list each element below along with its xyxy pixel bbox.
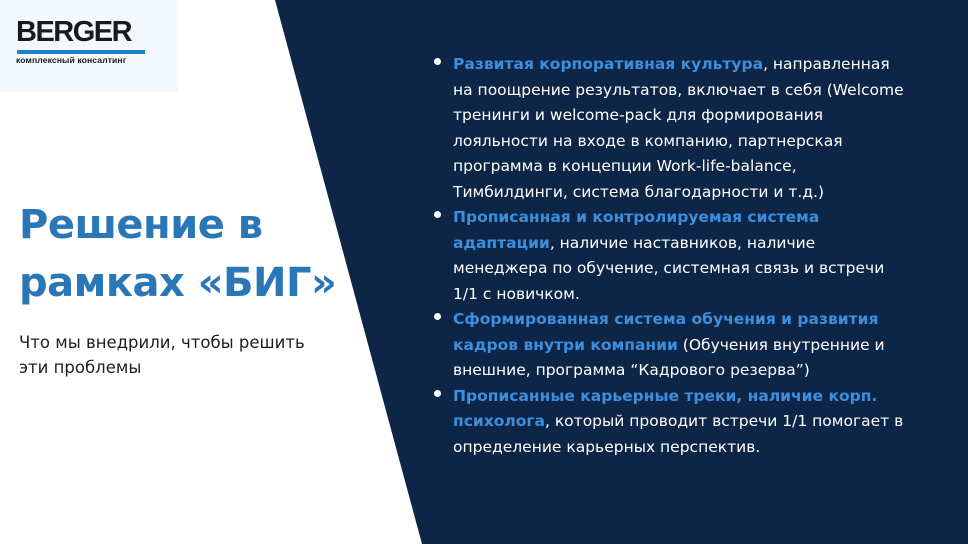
bullet-item [434,384,914,461]
bullet-dot-icon [434,313,441,320]
slide-title: Решение в рамках «БИГ» [19,202,337,306]
bullet-highlight: Сформированная система обучения и развития кадров внутри компании [453,310,879,354]
logo [0,0,178,92]
bullet-item [434,205,914,307]
logo-underline [17,50,145,54]
bullet-text: , наличие наставников, наличие менеджера по обучение, системная связь и встречи 1/1 с новичком. [453,233,885,303]
bullet-text: , который проводит встречи 1/1 помогает в определение карьерных перспектив. [453,412,904,456]
bullet-list [434,52,914,460]
logo-brand: BERGER [16,16,132,48]
logo-tagline: комплексный консалтинг [16,55,127,65]
bullet-highlight: Прописанные карьерные треки, наличие корп. психолога [453,386,878,430]
bullet-text: , направленная на поощрение результатов, включает в себя (Welcome тренинги и welcome-pack для формирования лояльности на входе в компанию, партнерская программа в концепции Work-life-balance, Тимбилдинги, система благодарности и т.д.) [453,55,904,201]
bullet-highlight: Развитая корпоративная культура [453,55,764,73]
bullet-dot-icon [434,211,441,218]
bullet-dot-icon [434,390,441,397]
bullet-highlight: Прописанная и контролируемая система адаптации [453,208,820,252]
bullet-item [434,52,914,205]
bullet-dot-icon [434,58,441,65]
bullet-text: (Обучения внутренние и внешние, программа “Кадрового резерва”) [453,335,885,379]
bullet-item [434,307,914,384]
slide-subtitle: Что мы внедрили, чтобы решить эти проблемы [19,333,305,377]
